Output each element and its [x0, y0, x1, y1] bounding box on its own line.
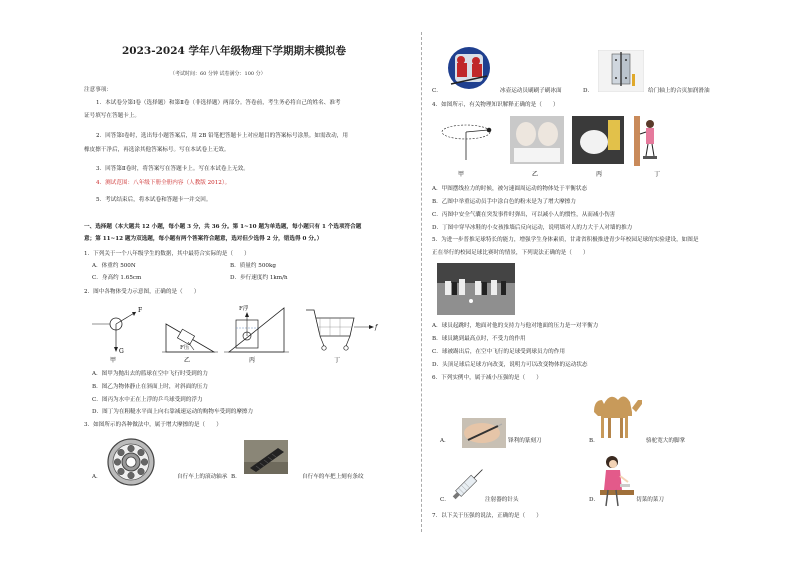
- q2-fig-label-jia: 甲: [110, 357, 117, 364]
- q3-stem: 3．如图所示的各种做法中，属于增大摩擦的是（ ）: [84, 422, 222, 428]
- q4-fig-label-bing: 丙: [596, 171, 603, 178]
- syringe-image: [448, 460, 490, 506]
- section1-header-2: 意；第 11~12 题为双选题，每小题有两个答案符合题意，选对但少选得 2 分，错选得 0 分。）: [84, 236, 323, 242]
- notice-item-1a: 1．本试卷分第Ⅰ卷（选择题）和第Ⅱ卷（非选择题）两部分。答卷前，考生务必将自己的姓名、准考: [96, 100, 341, 106]
- q5-stem-line2: 正在举行的校园足球比赛时的情景，下列说法正确的是（ ）: [432, 250, 589, 256]
- q2-option-c: C．图丙为水中正在上浮的乒乓球受到的浮力: [92, 397, 203, 403]
- q1-option-b: B．质量约 500kg: [230, 263, 276, 269]
- q3-option-a-caption: 自行车上的滚动轴承: [177, 474, 228, 480]
- q2-fig-label-ding: 丁: [334, 357, 341, 364]
- q6-option-c-label: C．: [440, 497, 450, 503]
- q3-option-c-caption: 冰壶运动员刷刷子刷冰面: [500, 88, 562, 94]
- q4-fig-yi: [510, 116, 564, 178]
- q3-option-d-caption: 给门轴上的合页加润滑油: [648, 88, 710, 94]
- notice-item-2b: 橡皮擦干净后，再选涂其他答案标号。写在本试卷上无效。: [84, 147, 230, 153]
- q2-fig-label-yi: 乙: [184, 357, 191, 364]
- q4-option-a: A．甲图摆线拉力的时候，被匀速圆周运动的物体处于平衡状态: [432, 186, 588, 192]
- q4-fig-bing: [572, 116, 624, 178]
- q1-option-d: D．步行速度约 1km/h: [230, 275, 288, 281]
- q2-sym-g: G: [119, 348, 124, 355]
- q4-fig-label-ding: 丁: [654, 171, 661, 178]
- q2-option-b: B．图乙为物体静止在斜面上时，对斜面的压力: [92, 384, 208, 390]
- q4-fig-label-jia: 甲: [458, 171, 465, 178]
- q2-option-a: A．图甲为抛出去的篮球在空中飞行时受到的力: [92, 371, 208, 377]
- notice-item-2a: 2．回答第Ⅰ卷时，选出每小题答案后，用 2B 铅笔把答题卡上对应题目的答案标号涂黑。如需改动，用: [96, 133, 348, 139]
- q2-stem: 2．图中各物体受力示意图，正确的是（ ）: [84, 289, 200, 295]
- q5-option-a: A．球员起跳时，地面对他的支持力与他对地面的压力是一对平衡力: [432, 323, 599, 329]
- notice-item-5: 5．考试结束后，将本试卷和答题卡一并交回。: [96, 197, 212, 203]
- q4-stem: 4．如图所示，有关物理知识解释正确的是（ ）: [432, 102, 559, 108]
- engraving-knife-image: [462, 418, 506, 448]
- q6-option-c-caption: 注射器的针头: [485, 497, 519, 503]
- q4-fig-jia: [442, 125, 491, 178]
- q2-fig-label-bing: 丙: [249, 357, 256, 364]
- q5-option-d: D．头顶足球后足球方向改变，说明力可以改变物体的运动状态: [432, 362, 588, 368]
- q1-option-a: A．体重约 500N: [92, 263, 136, 269]
- hinge-image: [598, 50, 644, 92]
- bearing-image: [105, 436, 157, 488]
- q3-option-b-label: B．: [231, 474, 241, 480]
- q2-fig-yi: [162, 324, 218, 364]
- notice-item-3: 3．回答第Ⅱ卷时，将答案写在答题卡上。写在本试卷上无效。: [96, 166, 249, 172]
- q6-option-b-caption: 骆驼宽大的脚掌: [646, 438, 686, 444]
- q3-option-d-label: D．: [583, 88, 594, 94]
- notice-heading: 注意事项：: [84, 87, 112, 93]
- football-match-image: [437, 263, 515, 315]
- q5-option-c: C．球被踢出后，在空中飞行的足球受到球员力的作用: [432, 349, 565, 355]
- q2-fig-bing: [224, 304, 289, 364]
- q4-fig-label-yi: 乙: [532, 171, 539, 178]
- q2-sym-ff: F浮: [239, 306, 249, 312]
- q6-option-d-label: D．: [589, 497, 600, 503]
- column-divider: [421, 32, 422, 532]
- q4-option-c: C．丙图中安全气囊在突发事件时弹出，可以减小人的惯性，从而减小伤害: [432, 212, 616, 218]
- q6-option-d-caption: 切菜的菜刀: [636, 497, 664, 503]
- q6-stem: 6．下列实例中，属于减小压强的是（ ）: [432, 375, 542, 381]
- q1-stem: 1．下列关于一个八年级学生的数据，其中最符合实际的是（ ）: [84, 251, 250, 257]
- q4-option-b: B．乙图中举重运动员手中涂白色的粉末是为了增大摩擦力: [432, 199, 576, 205]
- q2-fig-jia: [92, 307, 142, 364]
- q5-option-b: B．球员跳到最高点时，不受力的作用: [432, 336, 526, 342]
- q3-option-c-label: C．: [432, 88, 442, 94]
- q3-option-a-label: A．: [92, 474, 102, 480]
- camel-image: [588, 386, 644, 444]
- notice-item-4: 4．测试范围：八年级下册全册内容（人教版 2012）。: [96, 180, 231, 186]
- q5-stem-line1: 5．为进一步普推足球特长的能力，增强学生身体素质，甘肃省积极推进青少年校园足球的实验建设，如图是: [432, 237, 699, 243]
- q6-option-a-label: A．: [440, 438, 450, 444]
- q6-option-a-caption: 锋利的篆刻刀: [508, 438, 542, 444]
- q2-fig-ding: [306, 310, 379, 364]
- q4-figures: [436, 112, 686, 182]
- q4-option-d: D．丁图中穿旱冰鞋的小女孩推墙后反向运动，说明墙对人的力大于人对墙的推力: [432, 225, 633, 231]
- q7-stem: 7．以下关于压强的说法，正确的是（ ）: [432, 513, 542, 519]
- handlebar-image: [244, 440, 288, 474]
- page-title: 2023-2024 学年八年级物理下学期期末模拟卷: [122, 45, 346, 57]
- q6-option-b-label: B．: [589, 438, 599, 444]
- cooking-girl-image: [596, 452, 634, 508]
- q1-option-c: C．身高约 1.65cm: [92, 275, 142, 281]
- q4-fig-ding: [634, 116, 660, 178]
- section1-header-1: 一、选择题（本大题共 12 小题，每小题 3 分，共 36 分。第 1~10 题为单选题，每小题只有 1 个选项符合题: [84, 224, 362, 230]
- q2-sym-f-ding: f: [375, 324, 378, 331]
- q2-sym-fn: F压: [180, 345, 190, 351]
- q3-option-b-caption: 自行车的车把上刻有条纹: [302, 474, 364, 480]
- q2-figures: [84, 298, 414, 364]
- notice-item-1b: 证号填写在答题卡上。: [84, 113, 140, 119]
- q2-option-d: D．图丁为在粗糙水平面上向右靠减速运动的购物车受到的摩擦力: [92, 409, 254, 415]
- exam-info: （考试时间：60 分钟 试卷满分：100 分）: [170, 71, 266, 77]
- curling-image: [447, 46, 491, 92]
- q2-sym-f-jia: F: [138, 307, 143, 314]
